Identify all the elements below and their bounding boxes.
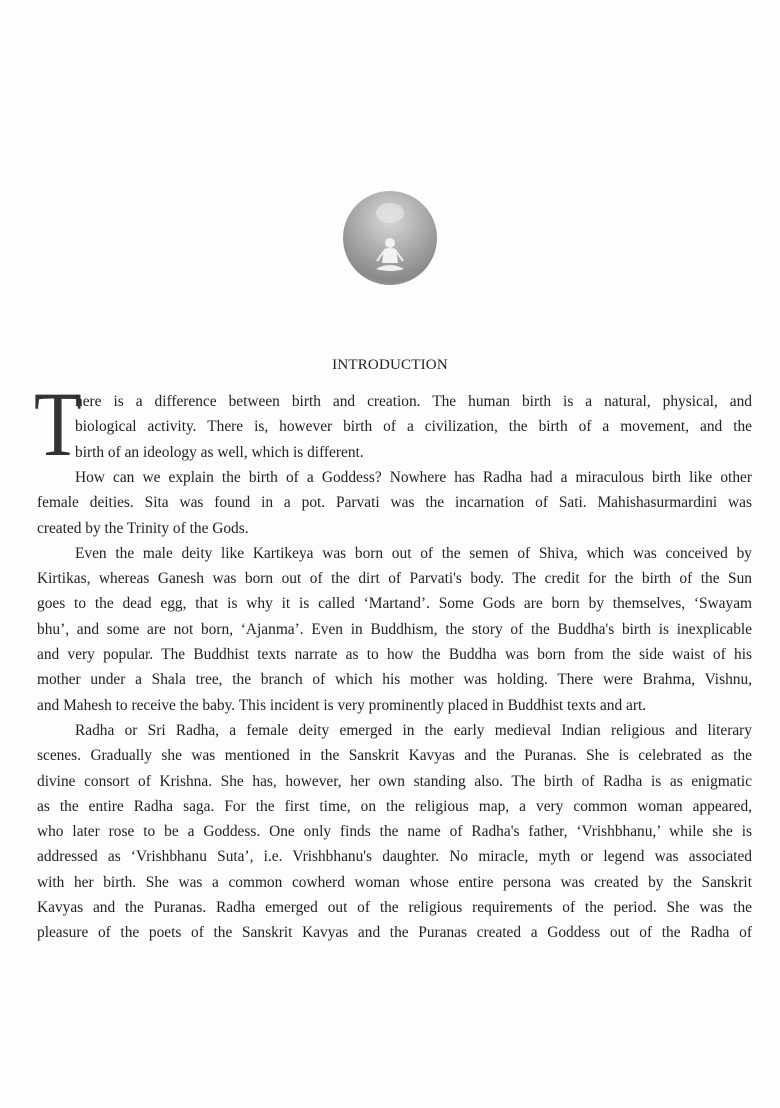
text-line: biological activity. There is, however birth of a civilization, the birth of a movement, and the bbox=[75, 418, 752, 436]
meditating-figure-emblem bbox=[343, 191, 437, 285]
text-line: addressed as ‘Vrishbhanu Suta’, i.e. Vrishbhanu's daughter. No miracle, myth or legend was associated bbox=[37, 848, 752, 866]
text-line: here is a difference between birth and creation. The human birth is a natural, physical, and bbox=[75, 393, 752, 410]
section-title: INTRODUCTION bbox=[332, 357, 448, 373]
text-line: scenes. Gradually she was mentioned in the Sanskrit Kavyas and the Puranas. She is celebrated as the bbox=[37, 747, 752, 765]
text-line: Even the male deity like Kartikeya was born out of the semen of Shiva, which was conceived by bbox=[75, 544, 752, 562]
text-line: who later rose to be a Goddess. One only finds the name of Radha's father, ‘Vrishbhanu,’ while she is bbox=[37, 823, 752, 841]
text-line: goes to the dead egg, that is why it is called ‘Martand’. Some Gods are born by themselves, ‘Swayam bbox=[37, 595, 752, 613]
text-line: female deities. Sita was found in a pot. Parvati was the incarnation of Sati. Mahishasurmardini was bbox=[37, 494, 752, 512]
text-line: divine consort of Krishna. She has, however, her own standing also. The birth of Radha is as enigmatic bbox=[37, 772, 752, 790]
text-line: birth of an ideology as well, which is different. bbox=[75, 443, 364, 461]
text-line: as the entire Radha saga. For the first time, on the religious map, a very common woman appeared, bbox=[37, 797, 752, 815]
drop-cap: T bbox=[34, 373, 82, 475]
text-line: with her birth. She was a common cowherd woman whose entire persona was created by the Sanskrit bbox=[37, 873, 752, 891]
text-line: How can we explain the birth of a Goddess? Nowhere has Radha had a miraculous birth like other bbox=[75, 468, 752, 486]
meditating-figure-icon bbox=[343, 191, 437, 285]
text-line: created by the Trinity of the Gods. bbox=[37, 519, 249, 537]
text-line: Kavyas and the Puranas. Radha emerged out of the religious requirements of the period. She was the bbox=[37, 899, 752, 916]
text-line: and very popular. The Buddhist texts narrate as to how the Buddha was born from the side waist of his bbox=[37, 646, 752, 663]
text-line: Kirtikas, whereas Ganesh was born out of the dirt of Parvati's body. The credit for the birth of the Sun bbox=[37, 570, 752, 588]
text-line: mother under a Shala tree, the branch of which his mother was holding. There were Brahma, Vishnu, bbox=[37, 671, 752, 689]
text-line: Radha or Sri Radha, a female deity emerged in the early medieval Indian religious and literary bbox=[75, 721, 752, 739]
text-line: bhu’, and some are not born, ‘Ajanma’. Even in Buddhism, the story of the Buddha's birth is inexplicable bbox=[37, 620, 752, 638]
text-line: pleasure of the poets of the Sanskrit Kavyas and the Puranas created a Goddess out of the Radha of bbox=[37, 924, 752, 942]
text-line: and Mahesh to receive the baby. This incident is very prominently placed in Buddhist texts and art. bbox=[37, 696, 647, 714]
